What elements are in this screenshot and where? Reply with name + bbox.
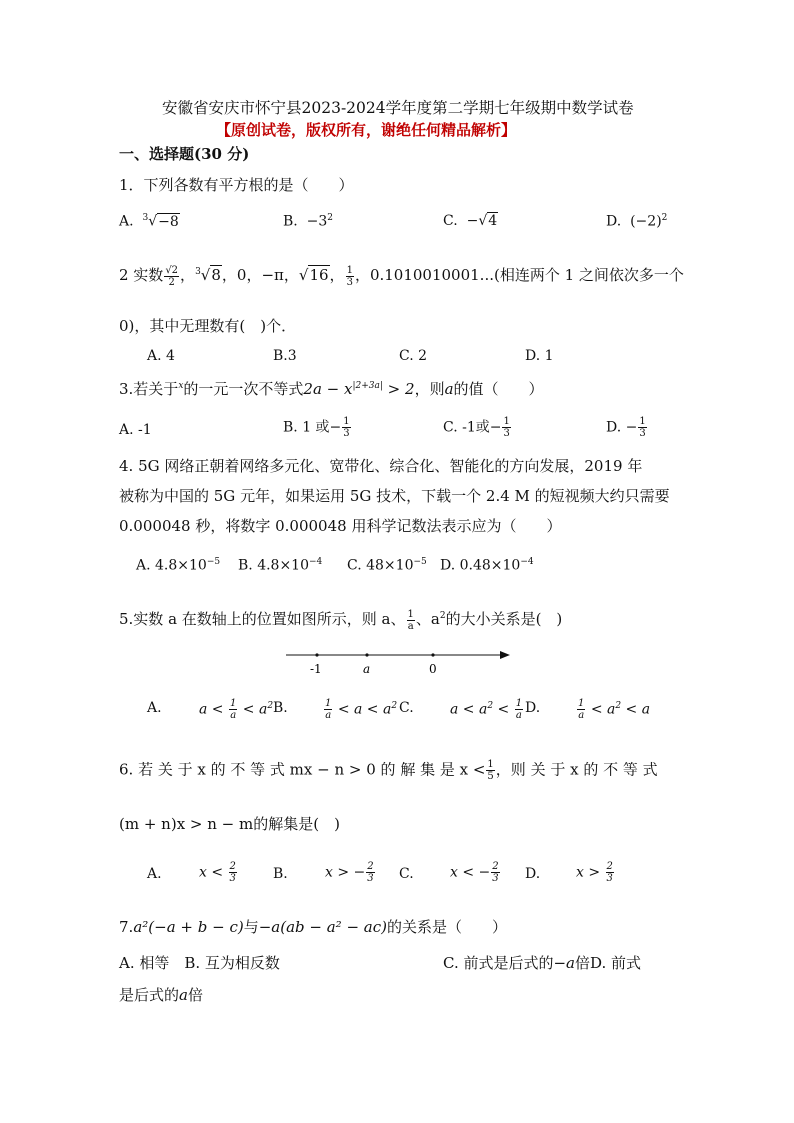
question-4-line1: 4. 5G 网络正朝着网络多元化、宽带化、综合化、智能化的方向发展，2019 年: [119, 457, 643, 475]
denominator: 3: [343, 428, 350, 439]
question-4-option-a: [136, 557, 220, 574]
question-2-line2: 0)，其中无理数有( )个．: [119, 317, 297, 335]
variable-a: a: [444, 380, 454, 398]
option-text: 倍D. 前式: [575, 954, 642, 972]
fraction: [638, 416, 646, 439]
question-5-option-d: $\frac{1}{a}$ < $a^2 < a$: [578, 698, 651, 721]
question-7-option-ab: A. 相等 B. 互为相反数: [119, 954, 280, 972]
question-3-option-d: [606, 416, 648, 439]
exponent: 2: [439, 611, 446, 621]
q5-text: 、a: [415, 610, 440, 628]
question-2-option-d: D. 1: [525, 348, 554, 364]
option-text: C. 48×10: [347, 557, 414, 574]
tick-minus-one: [315, 653, 318, 656]
question-3-option-c: [443, 416, 512, 439]
radicand: 4: [488, 213, 498, 229]
q2-items: ，0，−π，: [221, 266, 299, 284]
radicand: 16: [309, 266, 329, 284]
denominator: 5: [487, 771, 494, 782]
numerator: 1: [503, 416, 510, 427]
numerator: 1: [487, 759, 494, 770]
option-text: x > −: [325, 864, 366, 881]
q5-text: 的大小关系是( ): [445, 610, 563, 628]
option-text: C. -1或−: [443, 419, 502, 436]
question-1-option-d: [606, 213, 667, 230]
question-1-option-b: [283, 213, 333, 230]
fraction: [486, 759, 494, 782]
q2-prefix: 2 实数: [119, 266, 164, 284]
question-2-option-a: A. 4: [147, 348, 175, 364]
inequality: 2a − x: [303, 380, 353, 398]
question-6-stem: [119, 759, 658, 782]
numerator: 1: [343, 416, 350, 427]
option-text: B. 1 或−: [283, 419, 342, 436]
expression-2: −a(ab − a² − ac): [258, 918, 387, 936]
option-text: x <: [199, 864, 224, 881]
expression-1: a²(−a + b − c): [133, 918, 244, 936]
question-3-option-a: A. -1: [119, 422, 152, 438]
option-text: 倍: [187, 986, 203, 1004]
question-1-stem: 1．下列各数有平方根的是（ ）: [119, 176, 354, 194]
label-minus-one: -1: [310, 662, 322, 676]
copyright-notice: 【原创试卷，版权所有，谢绝任何精品解析】: [216, 121, 517, 139]
question-6-option-a: x < $\frac{2}{3}$: [199, 861, 236, 884]
question-1-option-a: A. $^3$√−8: [119, 213, 179, 230]
option-text: C. 前式是后式的: [443, 954, 554, 972]
question-1-option-c: C. −√4: [443, 213, 498, 229]
fraction: [342, 416, 350, 439]
label-zero: 0: [429, 662, 437, 676]
exponent: −4: [520, 557, 534, 567]
question-7-option-cd: [443, 953, 641, 973]
exponent: 2: [661, 213, 668, 223]
q5-text: 5.实数 a 在数轴上的位置如图所示，则 a、: [119, 610, 406, 628]
question-6-option-c-label: C.: [399, 866, 414, 882]
numerator: 1: [407, 608, 414, 620]
question-5-option-b: $\frac{1}{a}$ < $a < a^2$: [325, 698, 398, 721]
question-2-stem: 2 实数 $\frac{√2}{2}$ ，$^3$√8，0，−π，√16， $\frac{1}{3}$ ，0.1010010001...(相连两个 1 之间依次多一个: [119, 264, 684, 288]
tick-a: [365, 653, 368, 656]
question-6-line2: (m + n)x > n − m的解集是( ): [119, 815, 340, 833]
q3-text: 3.若关于: [119, 380, 179, 398]
option-value: (−2): [630, 213, 662, 230]
label-a: a: [363, 662, 371, 676]
q6-text: ，则 关 于 x 的 不 等 式: [495, 760, 658, 779]
question-5-option-a: a < $\frac{1}{a}$ < $a^2$: [199, 698, 274, 721]
fraction: [346, 265, 354, 288]
q2-tail: ，0.1010010001...(相连两个 1 之间依次多一个: [354, 266, 684, 284]
exponent: 2: [327, 213, 334, 223]
question-5-option-b-label: B.: [273, 700, 288, 716]
option-text: D. −: [606, 419, 638, 436]
denominator: 2: [168, 276, 175, 288]
section-heading: 一、选择题(30 分): [119, 145, 250, 163]
root-index: 3: [195, 267, 201, 277]
option-value: −3: [306, 213, 328, 230]
question-5-stem: [119, 606, 562, 632]
q7-text: 的关系是（ ）: [387, 918, 508, 936]
question-5-option-c-label: C.: [399, 700, 414, 716]
question-2-option-b: B.3: [273, 348, 297, 364]
question-2-option-c: C. 2: [399, 348, 428, 364]
option-text: x >: [576, 864, 601, 881]
question-7-stem: [119, 917, 507, 937]
axis-arrow: [500, 651, 510, 659]
fraction: [407, 609, 415, 632]
question-4-option-b: [238, 557, 322, 574]
option-text: 是后式的: [119, 986, 180, 1004]
number-line: [280, 645, 520, 681]
radicand: 8: [211, 266, 221, 284]
fraction: [502, 416, 510, 439]
denominator: 3: [639, 428, 646, 439]
question-6-option-b-label: B.: [273, 866, 288, 882]
question-6-option-d-label: D.: [525, 866, 541, 882]
question-6-option-b: x > − $\frac{2}{3}$: [325, 861, 374, 884]
variable-x: x: [178, 381, 184, 391]
denominator: 3: [346, 276, 353, 288]
question-7-line2: [119, 985, 203, 1005]
question-3-option-b: [283, 416, 352, 439]
question-3-stem: [119, 376, 544, 399]
exponent: −5: [206, 557, 221, 567]
option-label: B.: [283, 213, 298, 230]
option-text: A. 4.8×10: [136, 557, 207, 574]
option-value: −: [466, 213, 479, 229]
tick-zero: [431, 653, 434, 656]
exponent: −5: [413, 557, 427, 567]
option-label: C.: [443, 213, 458, 229]
inequality-rest: > 2: [382, 380, 415, 398]
q3-text: 的一元一次不等式: [183, 380, 304, 398]
question-6-option-a-label: A.: [147, 866, 162, 882]
question-4-line2: 被称为中国的 5G 元年，如果运用 5G 技术，下载一个 2.4 M 的短视频大约只需要: [119, 487, 670, 505]
option-text: B. 4.8×10: [238, 557, 309, 574]
variable: −a: [553, 954, 575, 972]
exam-title: 安徽省安庆市怀宁县2023-2024学年度第二学期七年级期中数学试卷: [162, 99, 634, 117]
q3-text: 的值（ ）: [453, 380, 544, 398]
variable: a: [179, 986, 188, 1004]
option-label: D.: [606, 213, 622, 230]
option-text: D. 0.48×10: [440, 557, 521, 574]
root-index: 3: [142, 213, 149, 223]
question-6-option-c: x < − $\frac{2}{3}$: [450, 861, 499, 884]
question-5-option-a-label: A.: [147, 700, 162, 716]
q7-text: 7.: [119, 918, 134, 936]
option-text: x < −: [450, 864, 491, 881]
numerator: 1: [346, 264, 353, 276]
question-4-line3: 0.000048 秒，将数字 0.000048 用科学记数法表示应为（ ）: [119, 517, 562, 535]
question-5-option-c: $a < a^2$ < $\frac{1}{a}$: [450, 698, 523, 721]
question-6-option-d: x > $\frac{2}{3}$: [576, 861, 613, 884]
question-4-option-c: [347, 557, 427, 574]
exponent: −4: [309, 557, 323, 567]
numerator: 1: [639, 416, 646, 427]
q6-text: 6. 若 关 于 x 的 不 等 式 mx − n > 0 的 解 集 是 x <: [119, 760, 486, 779]
q7-text: 与: [243, 918, 259, 936]
question-4-option-d: [440, 557, 534, 574]
q3-text: ，则: [414, 380, 445, 398]
question-5-option-d-label: D.: [525, 700, 541, 716]
fraction: [164, 265, 179, 288]
denominator: a: [407, 620, 414, 632]
denominator: 3: [503, 428, 510, 439]
exponent: |2+3a|: [352, 381, 383, 391]
option-label: A.: [119, 213, 134, 230]
radicand: −8: [158, 213, 179, 230]
numerator: √2: [165, 264, 179, 276]
